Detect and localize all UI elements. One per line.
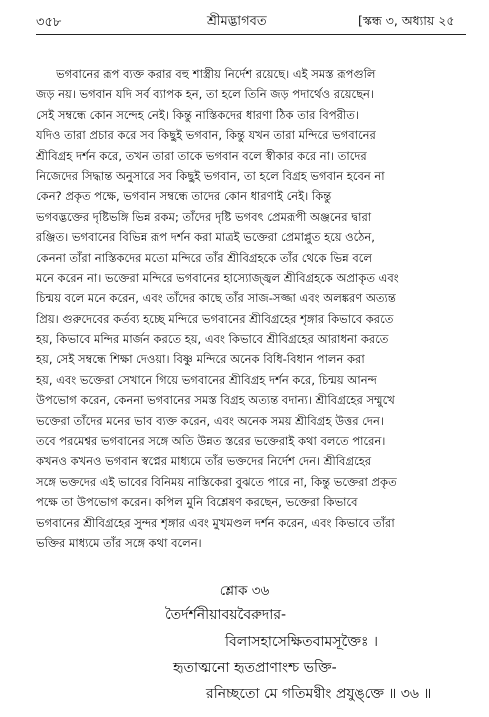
purport-line: নিজেদের সিদ্ধান্ত অনুসারে সব কিছুই ভগবান, তা হলে বিগ্রহ ভগবান হবেন না [36,168,385,183]
sloka-title: শ্লোক ৩৬ [219,583,270,599]
verse-line-2: বিলাসহাসেক্ষিতবামসূক্তৈঃ । [225,634,378,650]
purport-line: জড় নয়। ভগবান যদি সর্ব ব্যাপক হন, তা হলে তিনি জড় পদার্থেও রয়েছেন। [36,87,375,102]
purport-line: পক্ষে তা উপভোগ করেন। কপিল মুনি বিশ্লেষণ করছেন, ভক্তেরা কিভাবে [36,495,358,510]
verse-line-4: রনিচ্ছতো মে গতিমণ্বীং প্রযুঙ্‌ক্তে ॥ ৩৬ ॥ [206,686,432,702]
purport-line: কখনও কখনও ভগবান স্বপ্নের মাধ্যমে তাঁর ভক্তদের নির্দেশ দেন। শ্রীবিগ্রহের [36,454,372,469]
purport-line: হয়, এবং ভক্তেরা সেখানে গিয়ে ভগবানের শ্রীবিগ্রহ দর্শন করে, চিন্ময় আনন্দ [36,372,377,387]
running-title: শ্রীমদ্ভাগবত [207,14,267,29]
purport-line: তবে পরমেশ্বর ভগবানের সঙ্গে অতি উন্নত স্তরের ভক্তেরাই কথা বলতে পারেন। [36,434,386,449]
purport-line: সঙ্গে ভক্তদের এই ভাবের বিনিময় নাস্তিকেরা বুঝতে পারে না, কিন্তু ভক্তেরা প্রকৃত [36,474,397,489]
purport-line: উপভোগ করেন, কেননা ভগবানের সমস্ত বিগ্রহ অত্যন্ত বদান্য। শ্রীবিগ্রহের সম্মুখে [36,393,395,408]
purport-line: হয়, সেই সম্বন্ধে শিক্ষা দেওয়া। বিষ্ণু মন্দিরে অনেক বিধি-বিধান পালন করা [36,352,365,367]
purport-line: ভগবানের শ্রীবিগ্রহের সুন্দর শৃঙ্গার এবং মুখমণ্ডল দর্শন করেন, এবং কিভাবে তাঁরা [36,515,395,530]
purport-line: সেই সম্বন্ধে কোন সন্দেহ নেই। কিন্তু নাস্তিকদের ধারণা ঠিক তার বিপরীত। [36,107,359,122]
page-header [0,0,489,40]
purport-line: যদিও তারা প্রচার করে সব কিছুই ভগবান, কিন্তু যখন তারা মন্দিরে ভগবানের [36,128,376,143]
purport-line: ভক্তির মাধ্যমে তাঁর সঙ্গে কথা বলেন। [36,535,202,550]
purport-line: শ্রীবিগ্রহ দর্শন করে, তখন তারা তাকে ভগবান বলে স্বীকার করে না। তাদের [36,148,367,163]
purport-paragraph [36,64,468,553]
purport-line: কেননা তাঁরা নাস্তিকদের মতো মন্দিরে তাঁর শ্রীবিগ্রহকে তাঁর থেকে ভিন্ন বলে [36,250,372,265]
page-number: ৩৫৮ [36,15,62,30]
verse-line-1: তৈর্দর্শনীয়াবয়বৈরুদার- [165,607,287,623]
purport-line: ভগবদ্ভক্তের দৃষ্টিভঙ্গি ভিন্ন রকম; তাঁদের দৃষ্টি ভগবৎ প্রেমরূপী অঞ্জনের দ্বারা [36,209,372,224]
purport-line: মনে করেন না। ভক্তেরা মন্দিরে ভগবানের হাস্যোজ্জ্বল শ্রীবিগ্রহকে অপ্রাকৃত এবং [36,270,399,285]
purport-line: কেন? প্রকৃত পক্ষে, ভগবান সম্বন্ধে তাদের কোন ধারণাই নেই। কিন্তু [36,189,332,204]
purport-line: চিন্ময় বলে মনে করেন, এবং তাঁদের কাছে তাঁর সাজ-সজ্জা এবং অলঙ্করণ অত্যন্ত [36,291,396,306]
purport-line: রঞ্জিত। ভগবানের বিভিন্ন রূপ দর্শন করা মাত্রই ভক্তেরা প্রেমাপ্লুত হয়ে ওঠেন, [36,230,375,245]
chapter-reference: [স্কন্ধ ৩, অধ্যায় ২৫ [358,13,455,28]
verse-line-3: হৃতাত্মনো হৃতপ্রাণাংশ্চ ভক্তি- [173,660,337,676]
purport-line: প্রিয়। গুরুদেবের কর্তব্য হচ্ছে মন্দিরে ভগবানের শ্রীবিগ্রহের শৃঙ্গার কিভাবে করতে [36,311,394,326]
header-rule [36,34,466,35]
purport-line: ভগবানের রূপ ব্যক্ত করার বহু শাস্ত্রীয় নির্দেশ রয়েছে। এই সমস্ত রূপগুলি [56,67,376,81]
purport-line: হয়, কিভাবে মন্দির মার্জন করতে হয়, এবং কিভাবে শ্রীবিগ্রহের আরাধনা করতে [36,332,389,347]
purport-line: ভক্তেরা তাঁদের মনের ভাব ব্যক্ত করেন, এবং অনেক সময় শ্রীবিগ্রহ উত্তর দেন। [36,413,384,428]
